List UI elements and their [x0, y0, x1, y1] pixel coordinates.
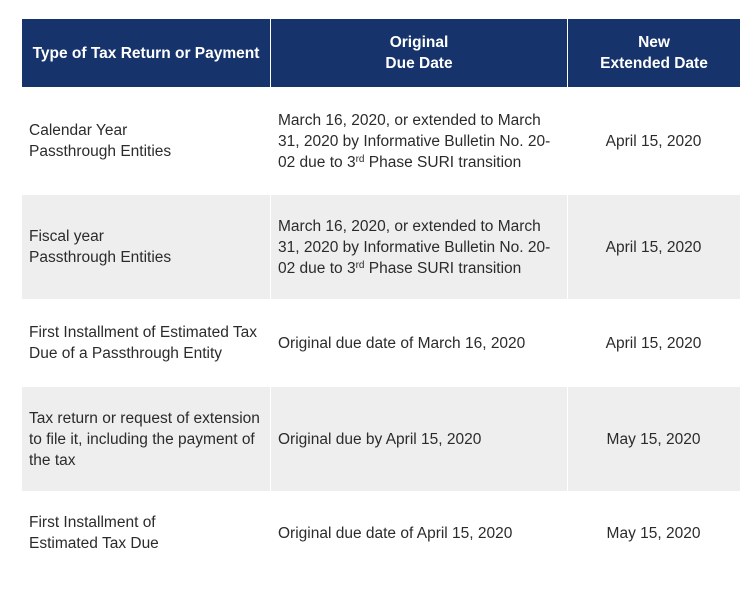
original-text: March 16, 2020, or extended to March 31, 2020 by Informative Bulletin No. 20-02 due to 3	[278, 217, 551, 277]
ordinal-superscript: rd	[355, 153, 365, 165]
extended-date-text: April 15, 2020	[605, 334, 702, 352]
original-text: Original due by April 15, 2020	[278, 430, 482, 448]
extended-date-text: April 15, 2020	[605, 238, 702, 256]
table-header-row	[22, 19, 740, 87]
table-row	[22, 195, 740, 299]
type-text-line1: Fiscal year	[29, 228, 104, 245]
original-text: Original due date of April 15, 2020	[278, 524, 513, 542]
ordinal-superscript: rd	[355, 259, 365, 271]
original-due-date-cell	[270, 87, 567, 195]
header-original-line1: Original	[389, 34, 449, 51]
original-text-tail: Phase SURI transition	[364, 259, 522, 277]
original-text: March 16, 2020, or extended to March 31, 2020 by Informative Bulletin No. 20-02 due to 3	[278, 111, 551, 171]
original-due-date-cell	[270, 387, 567, 491]
original-due-date-cell	[270, 195, 567, 299]
original-due-date-cell	[270, 299, 567, 387]
extended-date-text: May 15, 2020	[606, 524, 701, 542]
extended-date-cell	[567, 387, 740, 491]
type-cell	[22, 195, 270, 299]
type-cell	[22, 491, 270, 575]
extended-date-cell	[567, 195, 740, 299]
tax-extension-table	[22, 19, 740, 575]
type-text-line1: First Installment of	[29, 514, 156, 531]
type-text: Tax return or request of extension to file it, including the payment of the tax	[29, 409, 260, 469]
type-text-line2: Estimated Tax Due	[29, 535, 159, 552]
table-row	[22, 87, 740, 195]
header-original-due-date	[270, 19, 567, 87]
extended-date-text: April 15, 2020	[605, 132, 702, 150]
original-text-tail: Phase SURI transition	[364, 153, 522, 171]
extended-date-text: May 15, 2020	[606, 430, 701, 448]
type-cell	[22, 87, 270, 195]
type-text-line2: Passthrough Entities	[29, 143, 172, 160]
type-text-line2: Passthrough Entities	[29, 249, 172, 266]
original-text: Original due date of March 16, 2020	[278, 334, 526, 352]
type-text: First Installment of Estimated Tax Due of a Passthrough Entity	[29, 324, 257, 362]
type-cell	[22, 387, 270, 491]
table-row	[22, 299, 740, 387]
extended-date-cell	[567, 299, 740, 387]
header-new-extended-date	[567, 19, 740, 87]
type-cell	[22, 299, 270, 387]
header-type-of-tax-return	[22, 19, 270, 87]
header-type-label: Type of Tax Return or Payment	[32, 44, 260, 62]
header-original-line2: Due Date	[385, 55, 453, 72]
original-due-date-cell	[270, 491, 567, 575]
header-extended-line1: New	[638, 34, 670, 51]
type-text-line1: Calendar Year	[29, 122, 128, 139]
table-row	[22, 491, 740, 575]
header-extended-line2: Extended Date	[600, 55, 708, 72]
extended-date-cell	[567, 491, 740, 575]
extended-date-cell	[567, 87, 740, 195]
table-row	[22, 387, 740, 491]
